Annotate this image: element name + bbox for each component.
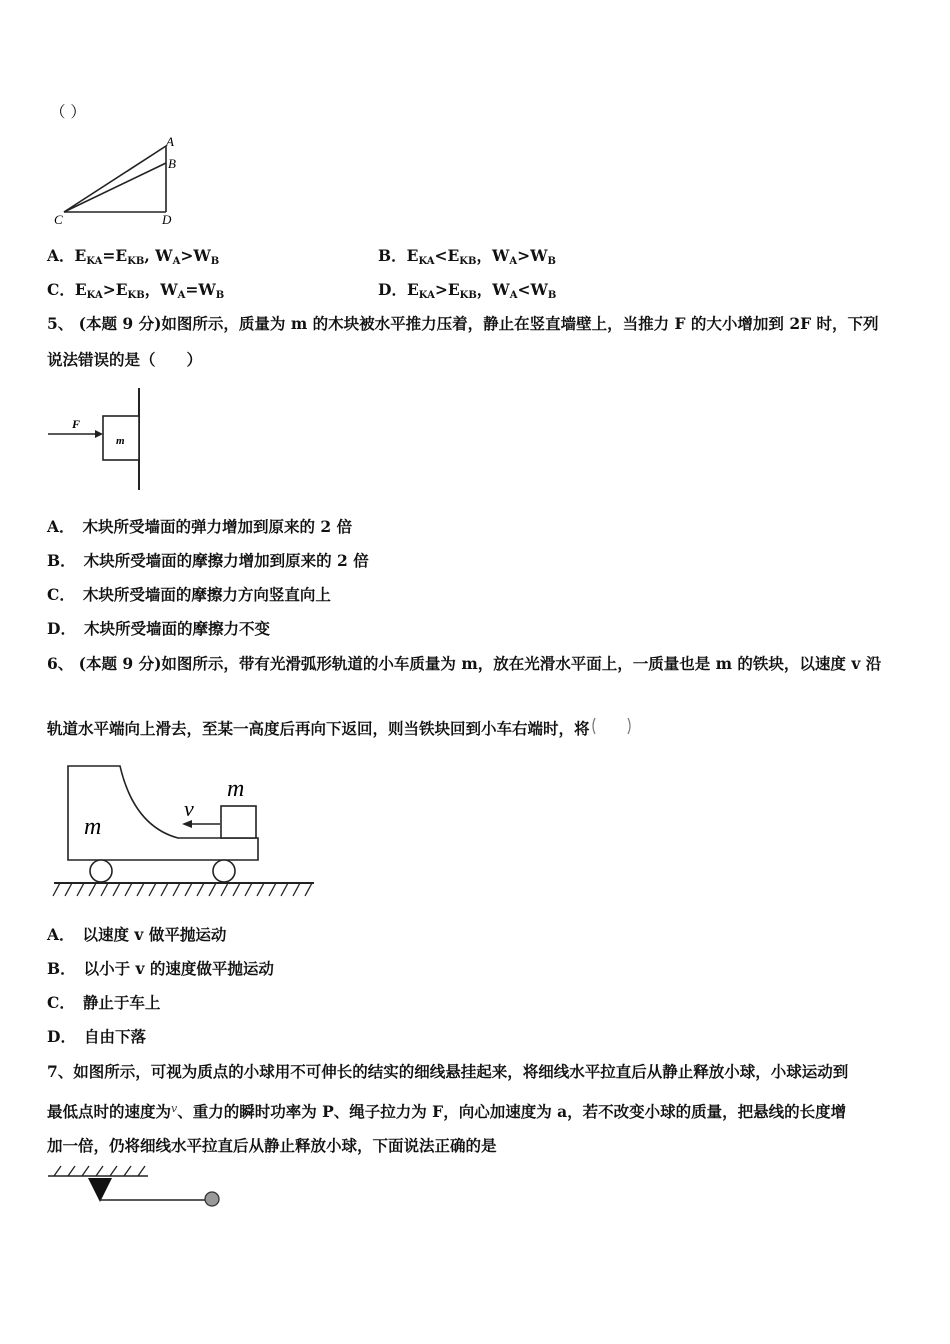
q4-label-d: D bbox=[162, 212, 172, 226]
q6-block-mass-label: m bbox=[227, 776, 245, 802]
q6-option-c: C． 静止于车上 bbox=[47, 993, 161, 1012]
ceiling-hatch bbox=[54, 1166, 145, 1176]
q6-stem-line1: 6、 (本题 9 分)如图所示，带有光滑弧形轨道的小车质量为 m，放在光滑水平面上，一质量也是 m 的铁块，以速度 v 沿 bbox=[47, 654, 882, 673]
q5-option-b: B． 木块所受墙面的摩擦力增加到原来的 2 倍 bbox=[47, 551, 369, 570]
q4-bracket: （ ） bbox=[50, 103, 86, 121]
q5-option-c: C． 木块所受墙面的摩擦力方向竖直向上 bbox=[47, 585, 331, 604]
q7-stem-line3: 加一倍，仍将细线水平拉直后从静止释放小球，下面说法正确的是 bbox=[47, 1136, 497, 1155]
q4-option-b: B．$E_{KA}<E_{KB}$，$W_A>W_B$ bbox=[378, 246, 556, 267]
q4-label-c: C bbox=[54, 212, 63, 226]
q5-option-d: D． 木块所受墙面的摩擦力不变 bbox=[47, 619, 270, 638]
q5-force-label: F bbox=[72, 417, 81, 431]
q7-figure bbox=[46, 1164, 226, 1210]
q6-option-b: B． 以小于 v 的速度做平抛运动 bbox=[47, 959, 274, 978]
q7-stem-line2: 最低点时的速度为$^v$、重力的瞬时功率为 P、绳子拉力为 F，向心加速度为 a，若不改变小球的质量，把悬线的长度增 bbox=[47, 1102, 847, 1121]
q6-option-d: D． 自由下落 bbox=[47, 1027, 146, 1046]
answer-bracket-image bbox=[590, 716, 632, 738]
q5-mass-label: m bbox=[116, 435, 125, 447]
q7-stem-line1: 7、如图所示，可视为质点的小球用不可伸长的结实的细线悬挂起来，将细线水平拉直后从静止释放小球，小球运动到 bbox=[47, 1062, 849, 1081]
q4-option-d: D．$E_{KA}>E_{KB}$，$W_A<W_B$ bbox=[378, 280, 557, 301]
q7-velocity-symbol: v bbox=[171, 1102, 178, 1115]
q4-label-b: B bbox=[168, 156, 176, 171]
q6-cart-mass-label: m bbox=[84, 814, 102, 840]
q4-option-a: A．$E_{KA}=E_{KB}$, $W_A>W_B$ bbox=[47, 246, 220, 267]
q6-option-a: A． 以速度 v 做平抛运动 bbox=[47, 925, 227, 944]
q6-stem-line2: 轨道水平端向上滑去，至某一高度后再向下返回，则当铁块回到小车右端时，将 bbox=[47, 716, 632, 739]
q5-option-a: A． 木块所受墙面的弹力增加到原来的 2 倍 bbox=[47, 517, 353, 536]
q5-stem-line1: 5、 (本题 9 分)如图所示，质量为 m 的木块被水平推力压着，静止在竖直墙壁上，当推力 F 的大小增加到 2F 时，下列 bbox=[47, 314, 879, 333]
q6-figure bbox=[50, 762, 320, 900]
q4-option-c: C．$E_{KA}>E_{KB}$，$W_A=W_B$ bbox=[47, 280, 225, 301]
q5-figure bbox=[46, 386, 146, 492]
q6-velocity-label: v bbox=[184, 796, 194, 821]
q4-figure bbox=[50, 134, 190, 226]
q5-stem-line2: 说法错误的是（ ） bbox=[47, 350, 203, 369]
ground-hatch bbox=[53, 883, 312, 896]
q4-label-a: A bbox=[166, 134, 174, 149]
